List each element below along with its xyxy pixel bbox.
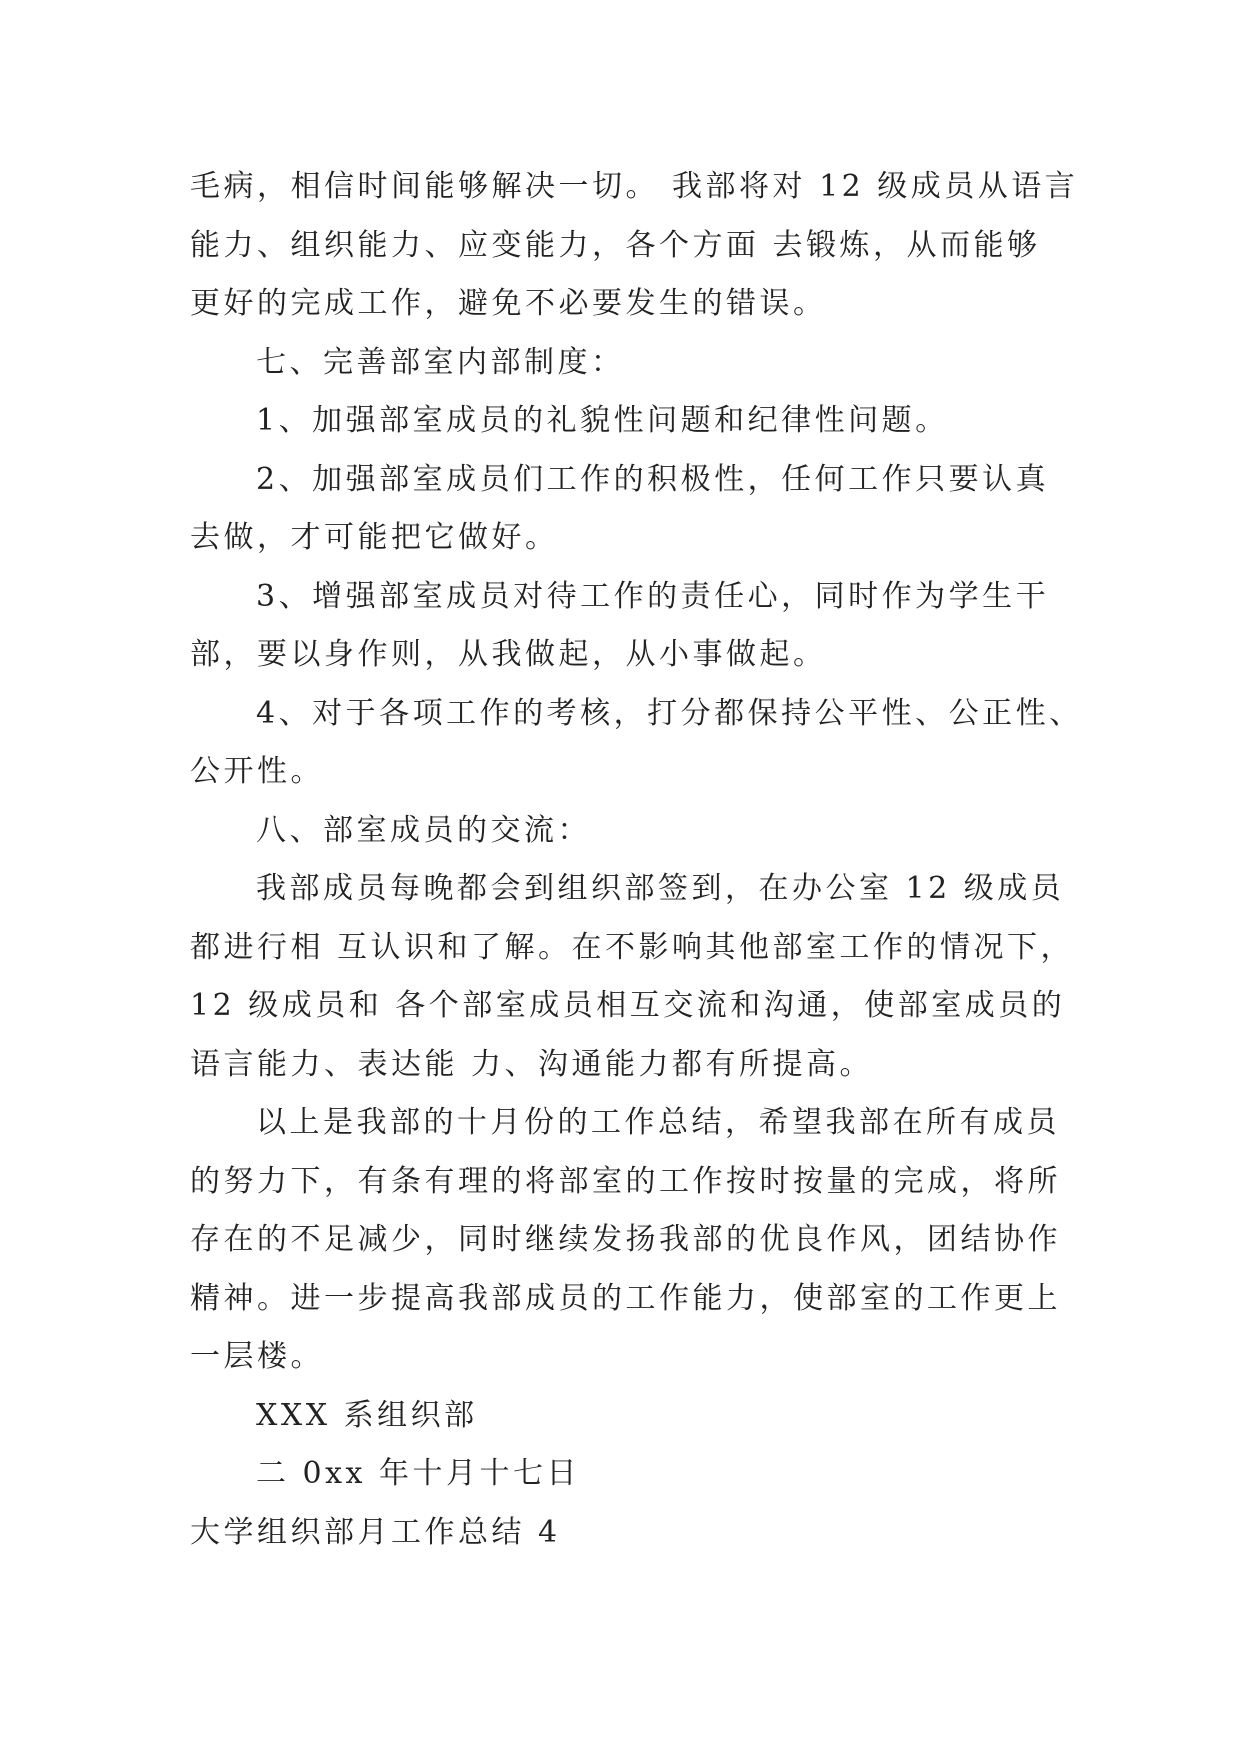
- text-line: 公开性。: [190, 754, 324, 789]
- paragraph-conclusion: [190, 1094, 1070, 1387]
- text-line: 都进行相 互认识和了解。在不影响其他部室工作的情况下，: [190, 929, 1075, 965]
- list-item-4: [190, 685, 1083, 802]
- text-line: 的努力下，有条有理的将部室的工作按时按量的完成，将所: [190, 1163, 1061, 1199]
- paragraph-communication: [190, 860, 1075, 1094]
- paragraph-continuation: [190, 158, 1079, 334]
- text-line: 大学组织部月工作总结 4: [190, 1514, 561, 1550]
- section-heading-8: [190, 802, 1070, 861]
- text-line: 毛病，相信时间能够解决一切。 我部将对 12 级成员从语言: [190, 169, 1079, 204]
- text-line: 语言能力、表达能 力、沟通能力都有所提高。: [190, 1046, 874, 1082]
- text-line: 1、加强部室成员的礼貌性问题和纪律性问题。: [256, 403, 949, 438]
- text-line: 4、对于各项工作的考核，打分都保持公平性、公正性、: [256, 695, 1083, 731]
- text-line: 12 级成员和 各个部室成员相互交流和沟通，使部室成员的: [190, 988, 1066, 1023]
- list-item-2: [190, 451, 1070, 568]
- list-item-3: [190, 568, 1070, 685]
- list-item-1: [190, 392, 1070, 451]
- text-line: 去做，才可能把它做好。: [190, 520, 559, 555]
- text-line: 七、完善部室内部制度：: [256, 344, 625, 380]
- signature-date: [190, 1445, 1070, 1504]
- text-line: 精神。进一步提高我部成员的工作能力，使部室的工作更上: [190, 1280, 1061, 1316]
- text-line: 2、加强部室成员们工作的积极性，任何工作只要认真: [256, 461, 1050, 497]
- text-line: 部，要以身作则，从我做起，从小事做起。: [190, 637, 827, 672]
- section-heading-7: [190, 334, 1070, 393]
- text-line: XXX 系组织部: [256, 1397, 478, 1433]
- text-line: 八、部室成员的交流：: [256, 812, 591, 848]
- text-line: 一层楼。: [190, 1339, 324, 1374]
- text-line: 能力、组织能力、应变能力，各个方面 去锻炼，从而能够: [190, 227, 1041, 263]
- next-section-title: [190, 1504, 1070, 1563]
- text-line: 更好的完成工作，避免不必要发生的错误。: [190, 286, 827, 321]
- signature-department: [190, 1387, 1070, 1446]
- text-line: 存在的不足减少，同时继续发扬我部的优良作风，团结协作: [190, 1222, 1061, 1257]
- text-line: 3、增强部室成员对待工作的责任心，同时作为学生干: [256, 578, 1050, 614]
- text-line: 我部成员每晚都会到组织部签到，在办公室 12 级成员: [256, 871, 1065, 906]
- text-line: 二 0xx 年十月十七日: [256, 1456, 580, 1491]
- text-line: 以上是我部的十月份的工作总结，希望我部在所有成员: [256, 1105, 1060, 1140]
- document-body: [190, 158, 1083, 1562]
